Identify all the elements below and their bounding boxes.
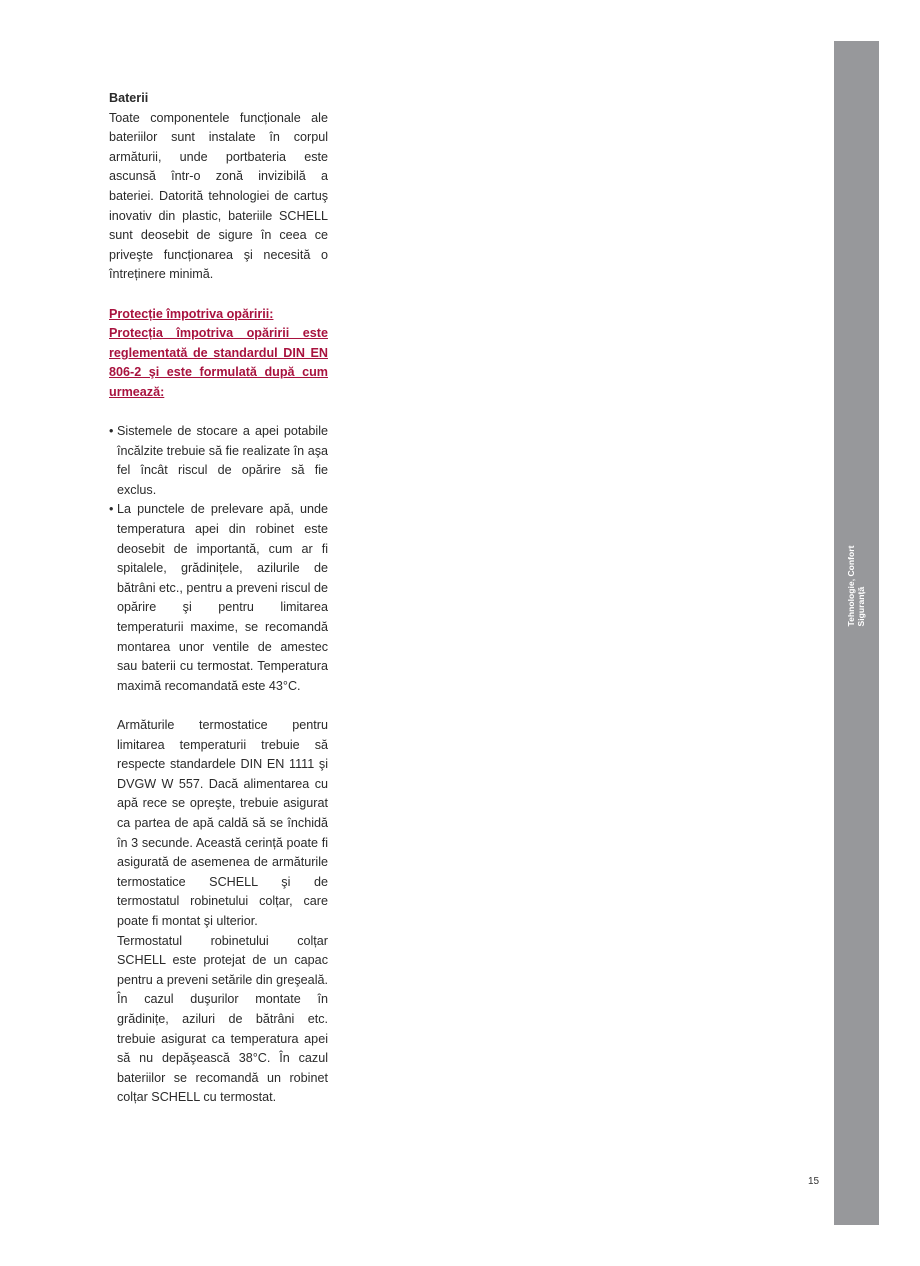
- scald-protection-block: [109, 305, 328, 403]
- sidebar-label: [846, 546, 866, 627]
- list-item: [109, 422, 328, 500]
- thermostatic-paragraph-1: Armăturile termostatice pentru limitarea temperaturii trebuie să respecte standardele DIN EN 1111 şi DVGW W 557. Dacă alimentarea cu apă rece se opreşte, trebuie asigurat ca partea de apă caldă să se închidă în 3 secunde. Această cerință poate fi asigurată de asemenea de armăturile termostatice SCHELL şi de termostatul robinetului colțar, care poate fi montat şi ulterior.: [117, 718, 328, 928]
- requirements-list: [109, 422, 328, 696]
- bullet-icon: •: [109, 502, 114, 517]
- sidebar-label-line-2: Siguranță: [856, 586, 866, 627]
- main-text-column: [109, 89, 328, 1108]
- list-item-text: Sistemele de stocare a apei potabile încălzite trebuie să fie realizate în aşa fel încât riscul de opărire să fie exclus.: [117, 424, 328, 497]
- thermostatic-paragraph-2: Termostatul robinetului colțar SCHELL este protejat de un capac pentru a preveni setările din greşeală. În cazul duşurilor montate în grădinițe, aziluri de bătrâni etc. trebuie asigurat ca temperatura apei să nu depăşească 38°C. În cazul bateriilor se recomandă un robinet colțar SCHELL cu termostat.: [117, 933, 328, 1105]
- section-heading: Baterii: [109, 91, 149, 105]
- scald-protection-text: Protecția împotriva opăririi este reglementată de standardul DIN EN 806-2 şi este formulată după cum urmează:: [109, 326, 328, 399]
- sidebar-tab: [834, 41, 879, 1225]
- bullet-icon: •: [109, 424, 114, 439]
- list-item: [109, 500, 328, 696]
- intro-paragraph: Toate componentele funcționale ale bateriilor sunt instalate în corpul armăturii, unde portbateria este ascunsă într-o zonă invizibilă a bateriei. Datorită tehnologiei de cartuş inovativ din plastic, bateriile SCHELL sunt deosebit de sigure în ceea ce priveşte funcționarea şi necesită o întreținere minimă.: [109, 110, 328, 282]
- thermostatic-section: [109, 716, 328, 1108]
- page-number: 15: [808, 1176, 820, 1187]
- sidebar-label-line-1: Tehnologie, Confort: [846, 545, 856, 627]
- list-item-text: La punctele de prelevare apă, unde temperatura apei din robinet este deosebit de importantă, cum ar fi spitalele, grădinițele, azilurile de bătrâni etc., pentru a preveni riscul de opărire şi pentru limitarea temperaturii maxime, se recomandă montarea unor ventile de amestec sau baterii cu termostat. Temperatura maximă recomandată este 43°C.: [117, 502, 328, 693]
- scald-protection-title: Protecție împotriva opăririi:: [109, 306, 274, 321]
